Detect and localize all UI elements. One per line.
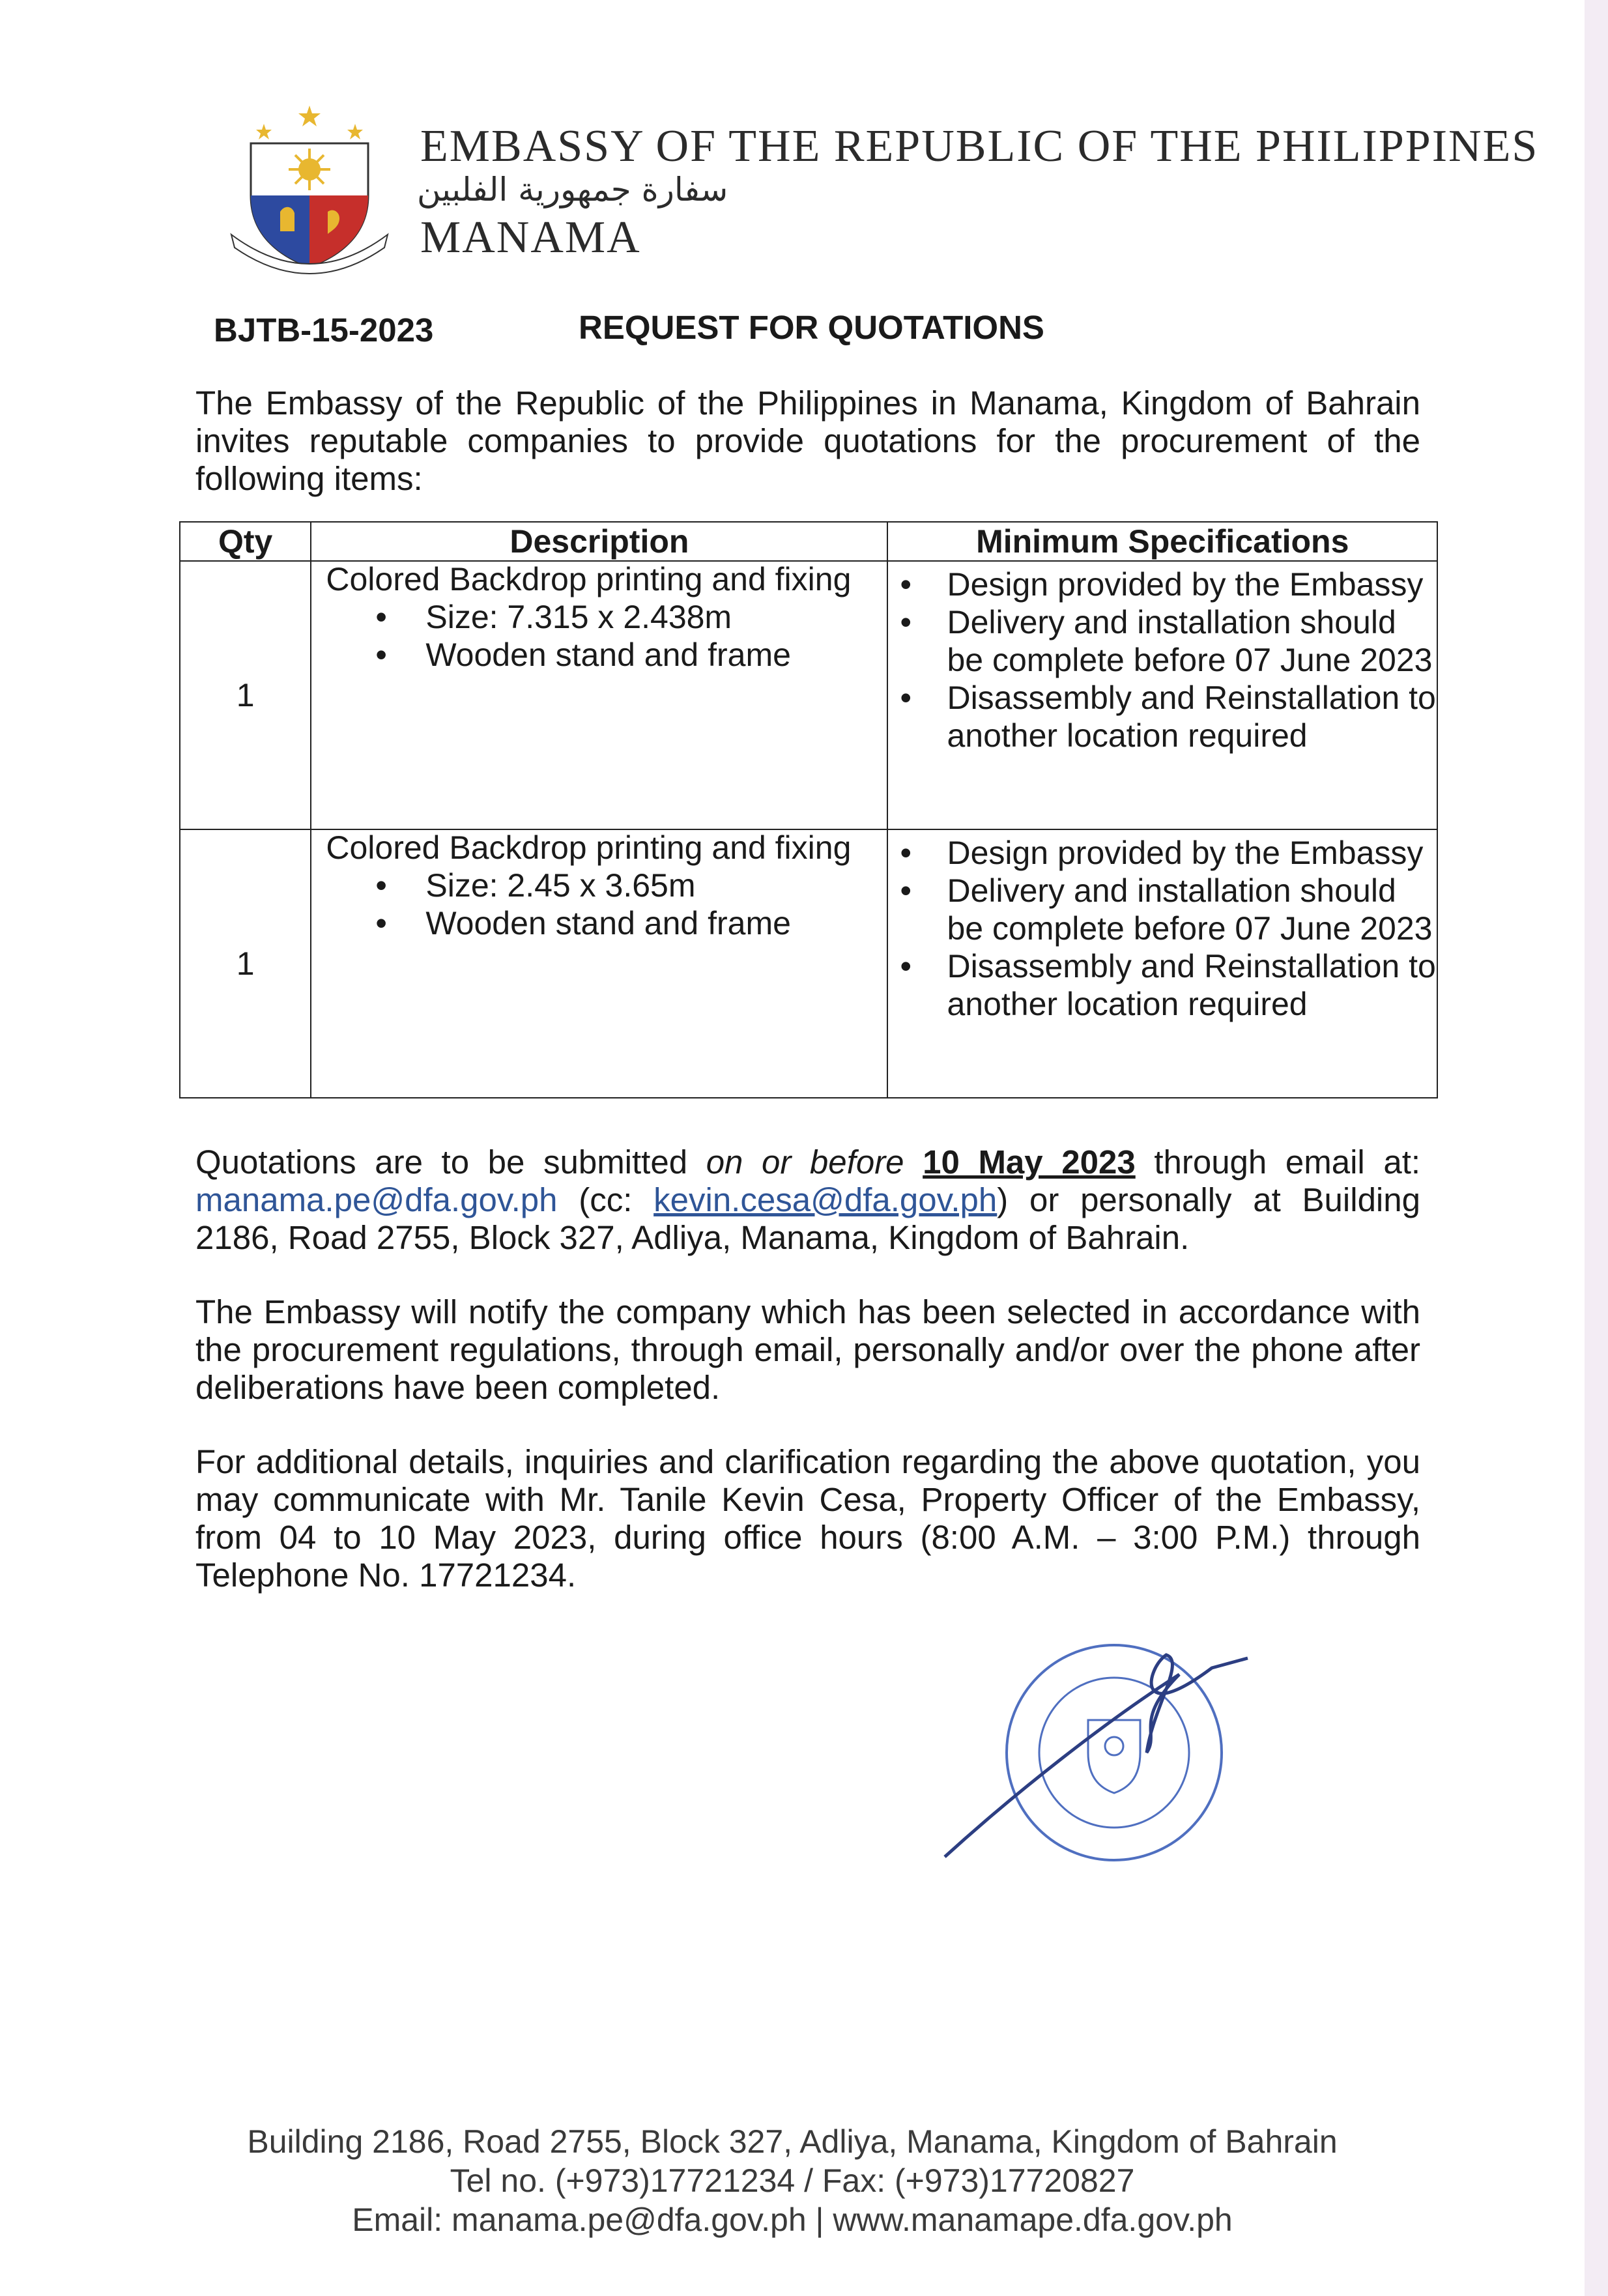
embassy-name: EMBASSY OF THE REPUBLIC OF THE PHILIPPINES	[420, 121, 1539, 171]
embassy-stamp-signature	[938, 1622, 1277, 1896]
submission-deadline: 10 May 2023	[923, 1143, 1136, 1181]
table-header-row	[180, 522, 1437, 561]
reference-number: BJTB-15-2023	[214, 311, 434, 349]
submission-address: or personally at Building 2186, Road 2755, Block 327, Adliya, Manama, Kingdom of Bahrain.	[195, 1181, 1420, 1256]
spec-bullet: • Design provided by the Embassy	[888, 566, 1437, 603]
header-qty: Qty	[180, 522, 311, 561]
submission-text: Quotations are to be submitted	[195, 1143, 688, 1181]
submission-text: through email at:	[1154, 1143, 1421, 1181]
description-title: Colored Backdrop printing and fixing	[326, 829, 852, 866]
cc-label: (cc:	[579, 1181, 633, 1218]
cc-email-link[interactable]: kevin.cesa@dfa.gov.ph	[653, 1181, 998, 1218]
submission-paragraph	[195, 1143, 1420, 1257]
intro-paragraph: The Embassy of the Republic of the Philippines in Manama, Kingdom of Bahrain invites reputable companies to provide quotations for the procurement of the following items:	[195, 384, 1420, 497]
embassy-name-arabic: سفارة جمهورية الفلبين	[417, 171, 728, 208]
description-bullet: • Size: 7.315 x 2.438m	[311, 598, 887, 636]
description-bullet: • Wooden stand and frame	[311, 636, 887, 674]
document-title: REQUEST FOR QUOTATIONS	[579, 309, 1044, 346]
spec-bullet: • Design provided by the Embassy	[888, 834, 1437, 872]
spec-bullet: • Disassembly and Reinstallation to another location required	[888, 947, 1437, 1023]
row-qty: 1	[180, 829, 311, 1098]
submission-emphasis: on or before	[706, 1143, 904, 1181]
philippine-coat-of-arms-logo	[225, 98, 394, 287]
embassy-city: MANAMA	[420, 212, 641, 263]
description-bullet: • Wooden stand and frame	[311, 904, 887, 942]
submission-email[interactable]: manama.pe@dfa.gov.ph	[195, 1181, 558, 1218]
footer-contact: Email: manama.pe@dfa.gov.ph | www.manamape.dfa.gov.ph	[352, 2202, 1233, 2238]
footer-address: Building 2186, Road 2755, Block 327, Adliya, Manama, Kingdom of Bahrain	[247, 2123, 1338, 2160]
spec-bullet: • Delivery and installation should be complete before 07 June 2023	[888, 603, 1437, 679]
table-row	[180, 829, 1437, 1098]
page-edge	[1585, 0, 1608, 2296]
header-specifications: Minimum Specifications	[887, 522, 1437, 561]
description-bullet: • Size: 2.45 x 3.65m	[311, 867, 887, 904]
row-specifications	[887, 829, 1437, 1098]
cc-close: )	[997, 1181, 1009, 1218]
table-row	[180, 561, 1437, 829]
row-qty: 1	[180, 561, 311, 829]
additional-paragraph: For additional details, inquiries and clarification regarding the above quotation, you may communicate with Mr. Tanile Kevin Cesa, Property Officer of the Embassy, from 04 to 10 May 2023, during office hours (8:00 A.M. – 3:00 P.M.) through Telephone No. 17721234.	[195, 1443, 1420, 1594]
spec-bullet: • Delivery and installation should be complete before 07 June 2023	[888, 872, 1437, 947]
spec-bullet: • Disassembly and Reinstallation to another location required	[888, 679, 1437, 754]
description-title: Colored Backdrop printing and fixing	[326, 561, 852, 597]
notify-paragraph: The Embassy will notify the company which has been selected in accordance with the procurement regulations, through email, personally and/or over the phone after deliberations have been completed.	[195, 1293, 1420, 1406]
row-specifications	[887, 561, 1437, 829]
header-description: Description	[311, 522, 887, 561]
row-description	[311, 561, 887, 829]
row-description	[311, 829, 887, 1098]
footer-phone: Tel no. (+973)17721234 / Fax: (+973)17720827	[450, 2162, 1135, 2199]
items-table	[179, 521, 1438, 1098]
